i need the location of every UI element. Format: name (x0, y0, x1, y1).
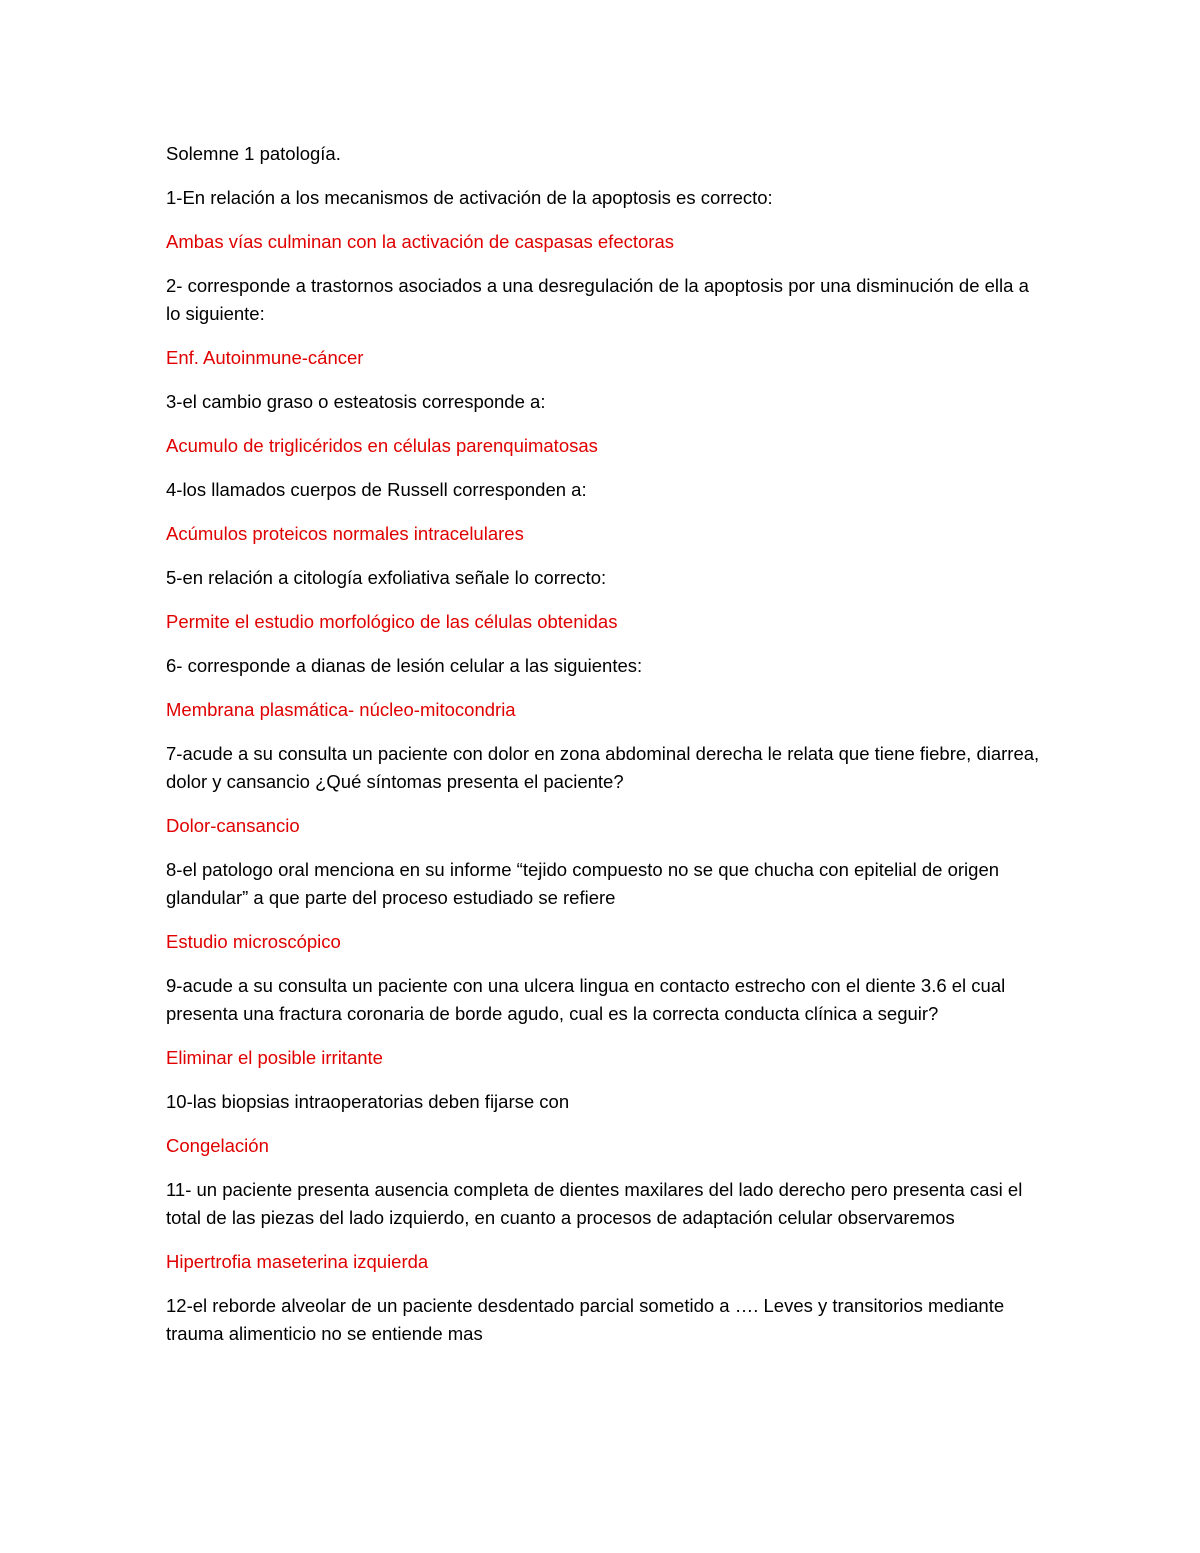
answer-10: Congelación (166, 1135, 269, 1156)
question-4: 4-los llamados cuerpos de Russell corresponden a: (166, 479, 587, 500)
answer-11: Hipertrofia maseterina izquierda (166, 1251, 429, 1272)
question-12: 12-el reborde alveolar de un paciente desdentado parcial sometido a …. Leves y transitorios mediante trauma alimenticio no se entiende mas (166, 1295, 1005, 1344)
question-8: 8-el patologo oral menciona en su informe “tejido compuesto no se que chucha con epitelial de origen glandular” a que parte del proceso estudiado se refiere (166, 859, 1000, 908)
document-title: Solemne 1 patología. (166, 143, 341, 164)
question-7: 7-acude a su consulta un paciente con dolor en zona abdominal derecha le relata que tiene fiebre, diarrea, dolor y cansancio ¿Qué síntomas presenta el paciente? (166, 743, 1040, 792)
question-1: 1-En relación a los mecanismos de activación de la apoptosis es correcto: (166, 187, 773, 208)
question-9: 9-acude a su consulta un paciente con una ulcera lingua en contacto estrecho con el diente 3.6 el cual presenta una fractura coronaria de borde agudo, cual es la correcta conducta clínica a seguir? (166, 975, 1006, 1024)
question-10: 10-las biopsias intraoperatorias deben fijarse con (166, 1091, 570, 1112)
question-11: 11- un paciente presenta ausencia completa de dientes maxilares del lado derecho pero presenta casi el total de las piezas del lado izquierdo, en cuanto a procesos de adaptación celular observaremos (166, 1179, 1023, 1228)
question-2: 2- corresponde a trastornos asociados a una desregulación de la apoptosis por una disminución de ella a lo siguiente: (166, 275, 1029, 324)
answer-6: Membrana plasmática- núcleo-mitocondria (166, 699, 516, 720)
answer-5: Permite el estudio morfológico de las células obtenidas (166, 611, 618, 632)
question-5: 5-en relación a citología exfoliativa señale lo correcto: (166, 567, 607, 588)
document-body (166, 140, 1046, 1364)
question-3: 3-el cambio graso o esteatosis corresponde a: (166, 391, 546, 412)
answer-4: Acúmulos proteicos normales intracelulares (166, 523, 524, 544)
answer-1: Ambas vías culminan con la activación de caspasas efectoras (166, 231, 674, 252)
answer-2: Enf. Autoinmune-cáncer (166, 347, 364, 368)
answer-8: Estudio microscópico (166, 931, 341, 952)
answer-7: Dolor-cansancio (166, 815, 300, 836)
answer-9: Eliminar el posible irritante (166, 1047, 383, 1068)
question-6: 6- corresponde a dianas de lesión celular a las siguientes: (166, 655, 643, 676)
answer-3: Acumulo de triglicéridos en células parenquimatosas (166, 435, 598, 456)
